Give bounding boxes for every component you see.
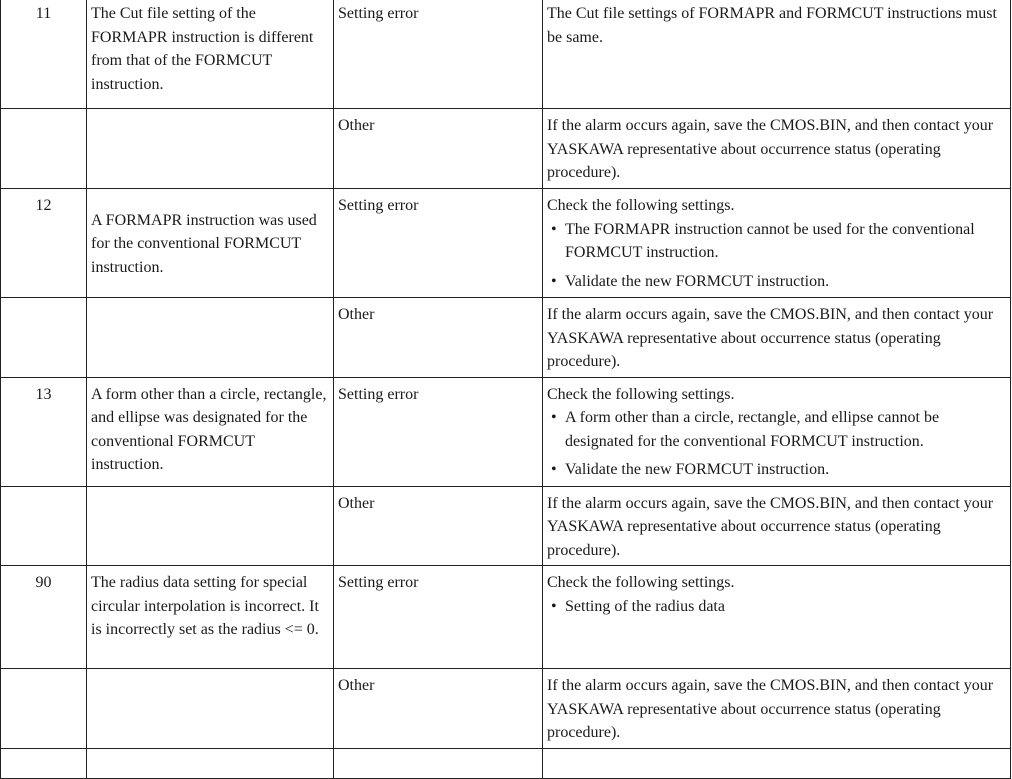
sub-code-cell	[1, 377, 87, 486]
cause-cell	[87, 486, 334, 566]
category-cell	[334, 0, 543, 109]
category-cell	[334, 669, 543, 749]
cause-cell	[87, 189, 334, 298]
table-row	[1, 669, 1011, 749]
cause-cell	[87, 377, 334, 486]
table-row	[1, 189, 1011, 298]
sub-code-cell	[1, 0, 87, 109]
action-cell	[543, 109, 1011, 189]
action-bullets	[547, 218, 1006, 294]
sub-code: 90	[35, 574, 52, 591]
cause-cell	[87, 0, 334, 109]
empty-cell	[87, 749, 334, 779]
empty-cell	[334, 749, 543, 779]
action-cell	[543, 377, 1011, 486]
action-cell	[543, 0, 1011, 109]
action-text: If the alarm occurs again, save the CMOS.BIN, and then contact your YASKAWA representative about occurrence status (operating procedure).	[547, 677, 994, 741]
cause-cell	[87, 109, 334, 189]
sub-code-cell	[1, 486, 87, 566]
bullet-item: • Setting of the radius data	[547, 595, 1006, 619]
sub-code-cell	[1, 189, 87, 298]
cause-text: The radius data setting for special circular interpolation is incorrect. It is incorrectly set as the radius <= 0.	[91, 574, 319, 638]
action-cell	[543, 486, 1011, 566]
cause-cell	[87, 566, 334, 669]
category-text: Other	[338, 494, 375, 512]
table-row	[1, 109, 1011, 189]
cause-text: A form other than a circle, rectangle, and ellipse was designated for the conventional FORMCUT instruction.	[91, 385, 327, 473]
action-cell	[543, 189, 1011, 298]
category-text: Setting error	[338, 197, 419, 214]
action-text: If the alarm occurs again, save the CMOS.BIN, and then contact your YASKAWA representative about occurrence status (operating procedure).	[547, 117, 994, 181]
table-row	[1, 749, 1011, 779]
action-cell	[543, 566, 1011, 669]
category-text: Setting error	[338, 574, 419, 591]
category-cell	[334, 377, 543, 486]
action-bullets	[547, 595, 1006, 619]
table-row	[1, 486, 1011, 566]
category-cell	[334, 486, 543, 566]
sub-code: 13	[35, 385, 52, 403]
category-cell	[334, 189, 543, 298]
action-text: The Cut file settings of FORMAPR and FORMCUT instructions must be same.	[547, 5, 997, 46]
sub-code: 12	[35, 197, 52, 214]
table-row	[1, 377, 1011, 486]
table-row	[1, 298, 1011, 378]
sub-code-cell	[1, 109, 87, 189]
category-text: Setting error	[338, 5, 419, 22]
table-row	[1, 566, 1011, 669]
action-bullets	[547, 406, 1006, 482]
table-row	[1, 0, 1011, 109]
bullet-item: • A form other than a circle, rectangle, and ellipse cannot be designated for the conventional FORMCUT instruction.	[547, 406, 1006, 453]
cause-text: A FORMAPR instruction was used for the conventional FORMCUT instruction.	[91, 211, 317, 276]
empty-cell	[1, 749, 87, 779]
sub-code-cell	[1, 566, 87, 669]
action-text: If the alarm occurs again, save the CMOS.BIN, and then contact your YASKAWA representative about occurrence status (operating procedure).	[547, 306, 994, 370]
action-cell	[543, 298, 1011, 378]
sub-code-cell	[1, 298, 87, 378]
category-text: Other	[338, 306, 375, 323]
action-text: Check the following settings.	[547, 574, 735, 591]
cause-cell	[87, 298, 334, 378]
cause-cell	[87, 669, 334, 749]
action-text: If the alarm occurs again, save the CMOS.BIN, and then contact your YASKAWA representative about occurrence status (operating procedure).	[547, 494, 994, 559]
empty-cell	[543, 749, 1011, 779]
category-text: Other	[338, 117, 375, 134]
category-cell	[334, 566, 543, 669]
category-cell	[334, 298, 543, 378]
bullet-item: • The FORMAPR instruction cannot be used for the conventional FORMCUT instruction.	[547, 218, 1006, 265]
category-text: Other	[338, 677, 375, 694]
cause-text: The Cut file setting of the FORMAPR instruction is different from that of the FORMCUT instruction.	[91, 5, 314, 93]
sub-code-cell	[1, 669, 87, 749]
action-text: Check the following settings.	[547, 385, 735, 403]
bullet-item: • Validate the new FORMCUT instruction.	[547, 458, 1006, 482]
bullet-item: • Validate the new FORMCUT instruction.	[547, 270, 1006, 294]
action-cell	[543, 669, 1011, 749]
sub-code: 11	[35, 5, 52, 22]
action-text: Check the following settings.	[547, 197, 735, 214]
category-cell	[334, 109, 543, 189]
category-text: Setting error	[338, 385, 419, 403]
